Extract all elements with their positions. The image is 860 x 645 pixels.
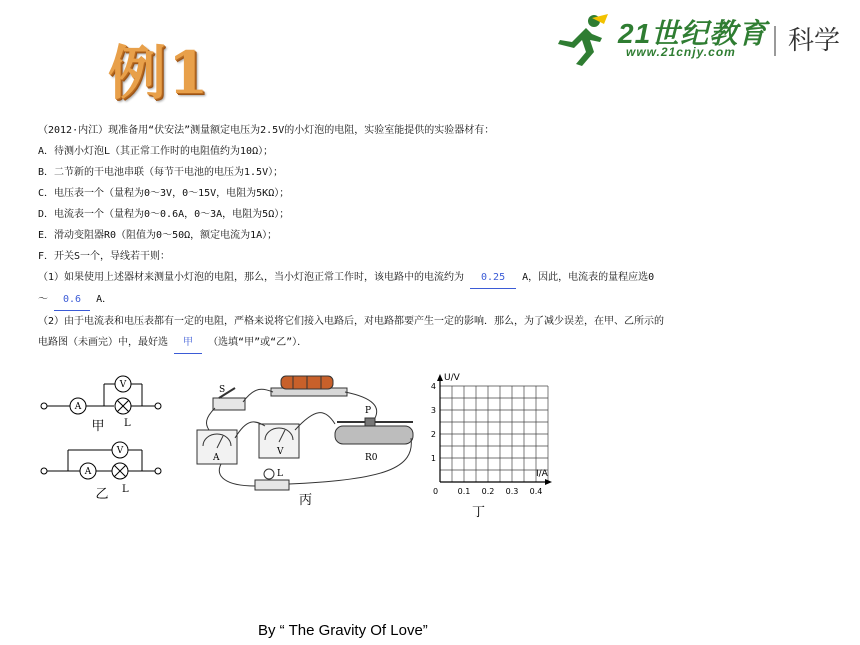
x-tick-label: 0.4 — [529, 487, 543, 496]
switch-label: S — [219, 385, 226, 395]
x-axis-label: I/A — [536, 469, 548, 479]
problem-line: A．待测小灯泡L（其正常工作时的电阻值约为10Ω）； — [38, 146, 274, 157]
problem-text — [38, 120, 818, 354]
origin-label: 0 — [433, 487, 439, 496]
x-tick-label: 0.1 — [457, 487, 471, 496]
question-1: （1）如果使用上述器材来测量小灯泡的电阻，那么，当小灯泡正常工作时，该电路中的电流约为 0.25 A，因此，电流表的量程应选0 — [38, 267, 818, 289]
ui-graph — [424, 370, 564, 520]
question-2-cont: 电路图（未画完）中，最好选 甲 （选填“甲”或“乙”）． — [38, 332, 818, 354]
slide-title: 例1 — [108, 39, 211, 107]
figure-label-bing: 丙 — [299, 493, 313, 508]
lamp-label: L — [277, 469, 283, 479]
question-1-cont: ～ 0.6 A． — [38, 289, 818, 311]
problem-line: E．滑动变阻器R0（阻值为0～50Ω，额定电流为1A）； — [38, 230, 278, 241]
problem-line: B．二节新的干电池串联（每节干电池的电压为1.5V）； — [38, 167, 284, 178]
figure-label-yi: 乙 — [95, 487, 109, 502]
slider-label: P — [365, 406, 372, 416]
meter-label: V — [277, 447, 284, 457]
problem-line: C．电压表一个（量程为0～3V，0～15V，电阻为5KΩ）； — [38, 188, 290, 199]
meter-label: V — [119, 380, 127, 390]
problem-line: D．电流表一个（量程为0～0.6A，0～3A，电阻为5Ω）； — [38, 209, 290, 220]
meter-label: V — [116, 446, 124, 456]
subject-label: 科学 — [788, 26, 841, 56]
meter-label: A — [74, 402, 82, 412]
y-tick-label: 2 — [430, 430, 436, 439]
lamp-label: L — [122, 484, 129, 495]
rheostat-label: R0 — [365, 453, 378, 463]
answer-blank: 0.25 — [470, 267, 516, 289]
meter-label: A — [84, 467, 92, 477]
figure-label-ding: 丁 — [472, 505, 486, 520]
logo-url: www.21cnjy.com — [626, 45, 736, 59]
problem-line: （2012·内江）现准备用“伏安法”测量额定电压为2.5V的小灯泡的电阻，实验室能提供的实验器材有： — [38, 125, 495, 136]
circuit-diagrams — [38, 372, 178, 502]
answer-blank: 甲 — [174, 332, 202, 354]
brand-logo — [552, 12, 852, 68]
y-axis-label: U/V — [444, 373, 460, 383]
question-2: （2）由于电流表和电压表都有一定的电阻，严格来说将它们接入电路后，对电路都要产生一定的影响．那么，为了减少误差，在甲、乙所示的 — [38, 316, 665, 327]
problem-line: F．开关S一个，导线若干则： — [38, 251, 171, 262]
footer-credit: By “ The Gravity Of Love” — [258, 622, 428, 639]
answer-blank: 0.6 — [54, 289, 90, 311]
figure-label-jia: 甲 — [91, 419, 105, 434]
runner-icon — [552, 12, 616, 68]
x-tick-label: 0.3 — [505, 487, 519, 496]
apparatus-diagram — [185, 368, 425, 508]
logo-text: 21世纪教育 — [618, 18, 768, 49]
meter-label: A — [213, 453, 220, 463]
y-tick-label: 4 — [430, 382, 436, 391]
logo-divider — [774, 26, 776, 56]
y-tick-label: 3 — [430, 406, 436, 415]
y-tick-label: 1 — [430, 454, 436, 463]
lamp-label: L — [124, 418, 131, 429]
x-tick-label: 0.2 — [481, 487, 495, 496]
